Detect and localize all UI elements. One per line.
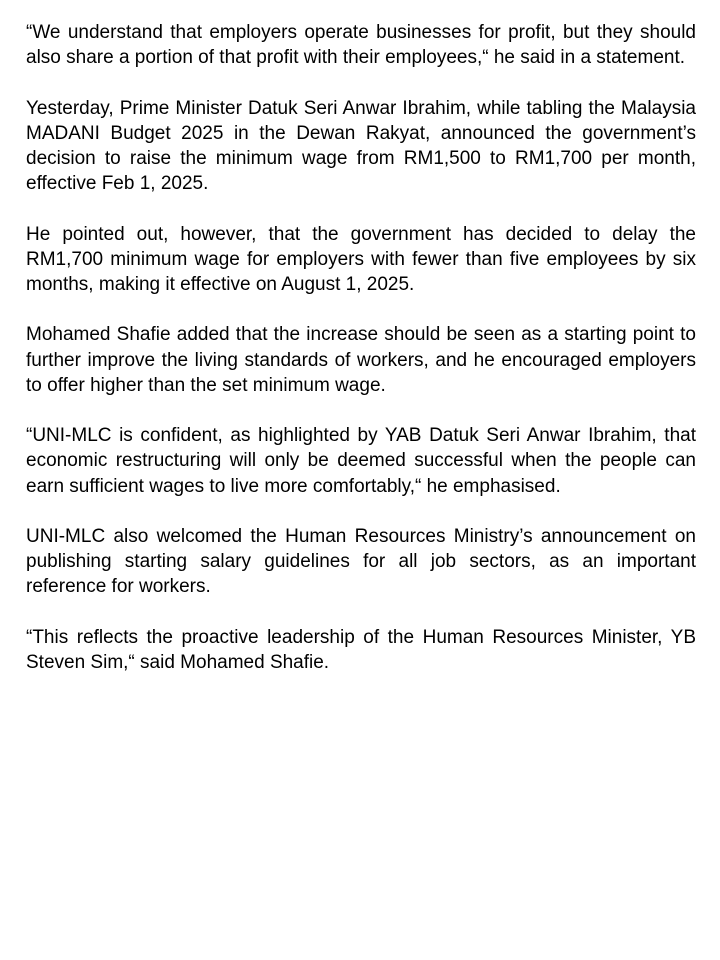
paragraph-7: “This reflects the proactive leadership of the Human Resources Minister, YB Steven Sim,“ said Mohamed Shafie. [26,626,696,673]
paragraph-1: “We understand that employers operate businesses for profit, but they should also share a portion of that profit with their employees,“ he said in a statement. [26,22,696,69]
paragraph-2: Yesterday, Prime Minister Datuk Seri Anwar Ibrahim, while tabling the Malaysia MADANI Budget 2025 in the Dewan Rakyat, announced the government’s decision to raise the minimum wage from RM1,500 to RM1,700 per month, effective Feb 1, 2025. [26,97,696,195]
paragraph-6: UNI-MLC also welcomed the Human Resources Ministry’s announcement on publishing starting salary guidelines for all job sectors, as an important reference for workers. [26,525,696,598]
paragraph-5: “UNI-MLC is confident, as highlighted by YAB Datuk Seri Anwar Ibrahim, that economic restructuring will only be deemed successful when the people can earn sufficient wages to live more comfortably,“ he emphasised. [26,425,696,497]
paragraph-3: He pointed out, however, that the government has decided to delay the RM1,700 minimum wage for employers with fewer than five employees by six months, making it effective on August 1, 2025. [26,223,696,295]
paragraph-4: Mohamed Shafie added that the increase should be seen as a starting point to further improve the living standards of workers, and he encouraged employers to offer higher than the set minimum wage. [26,324,696,396]
article-body [26,20,696,700]
